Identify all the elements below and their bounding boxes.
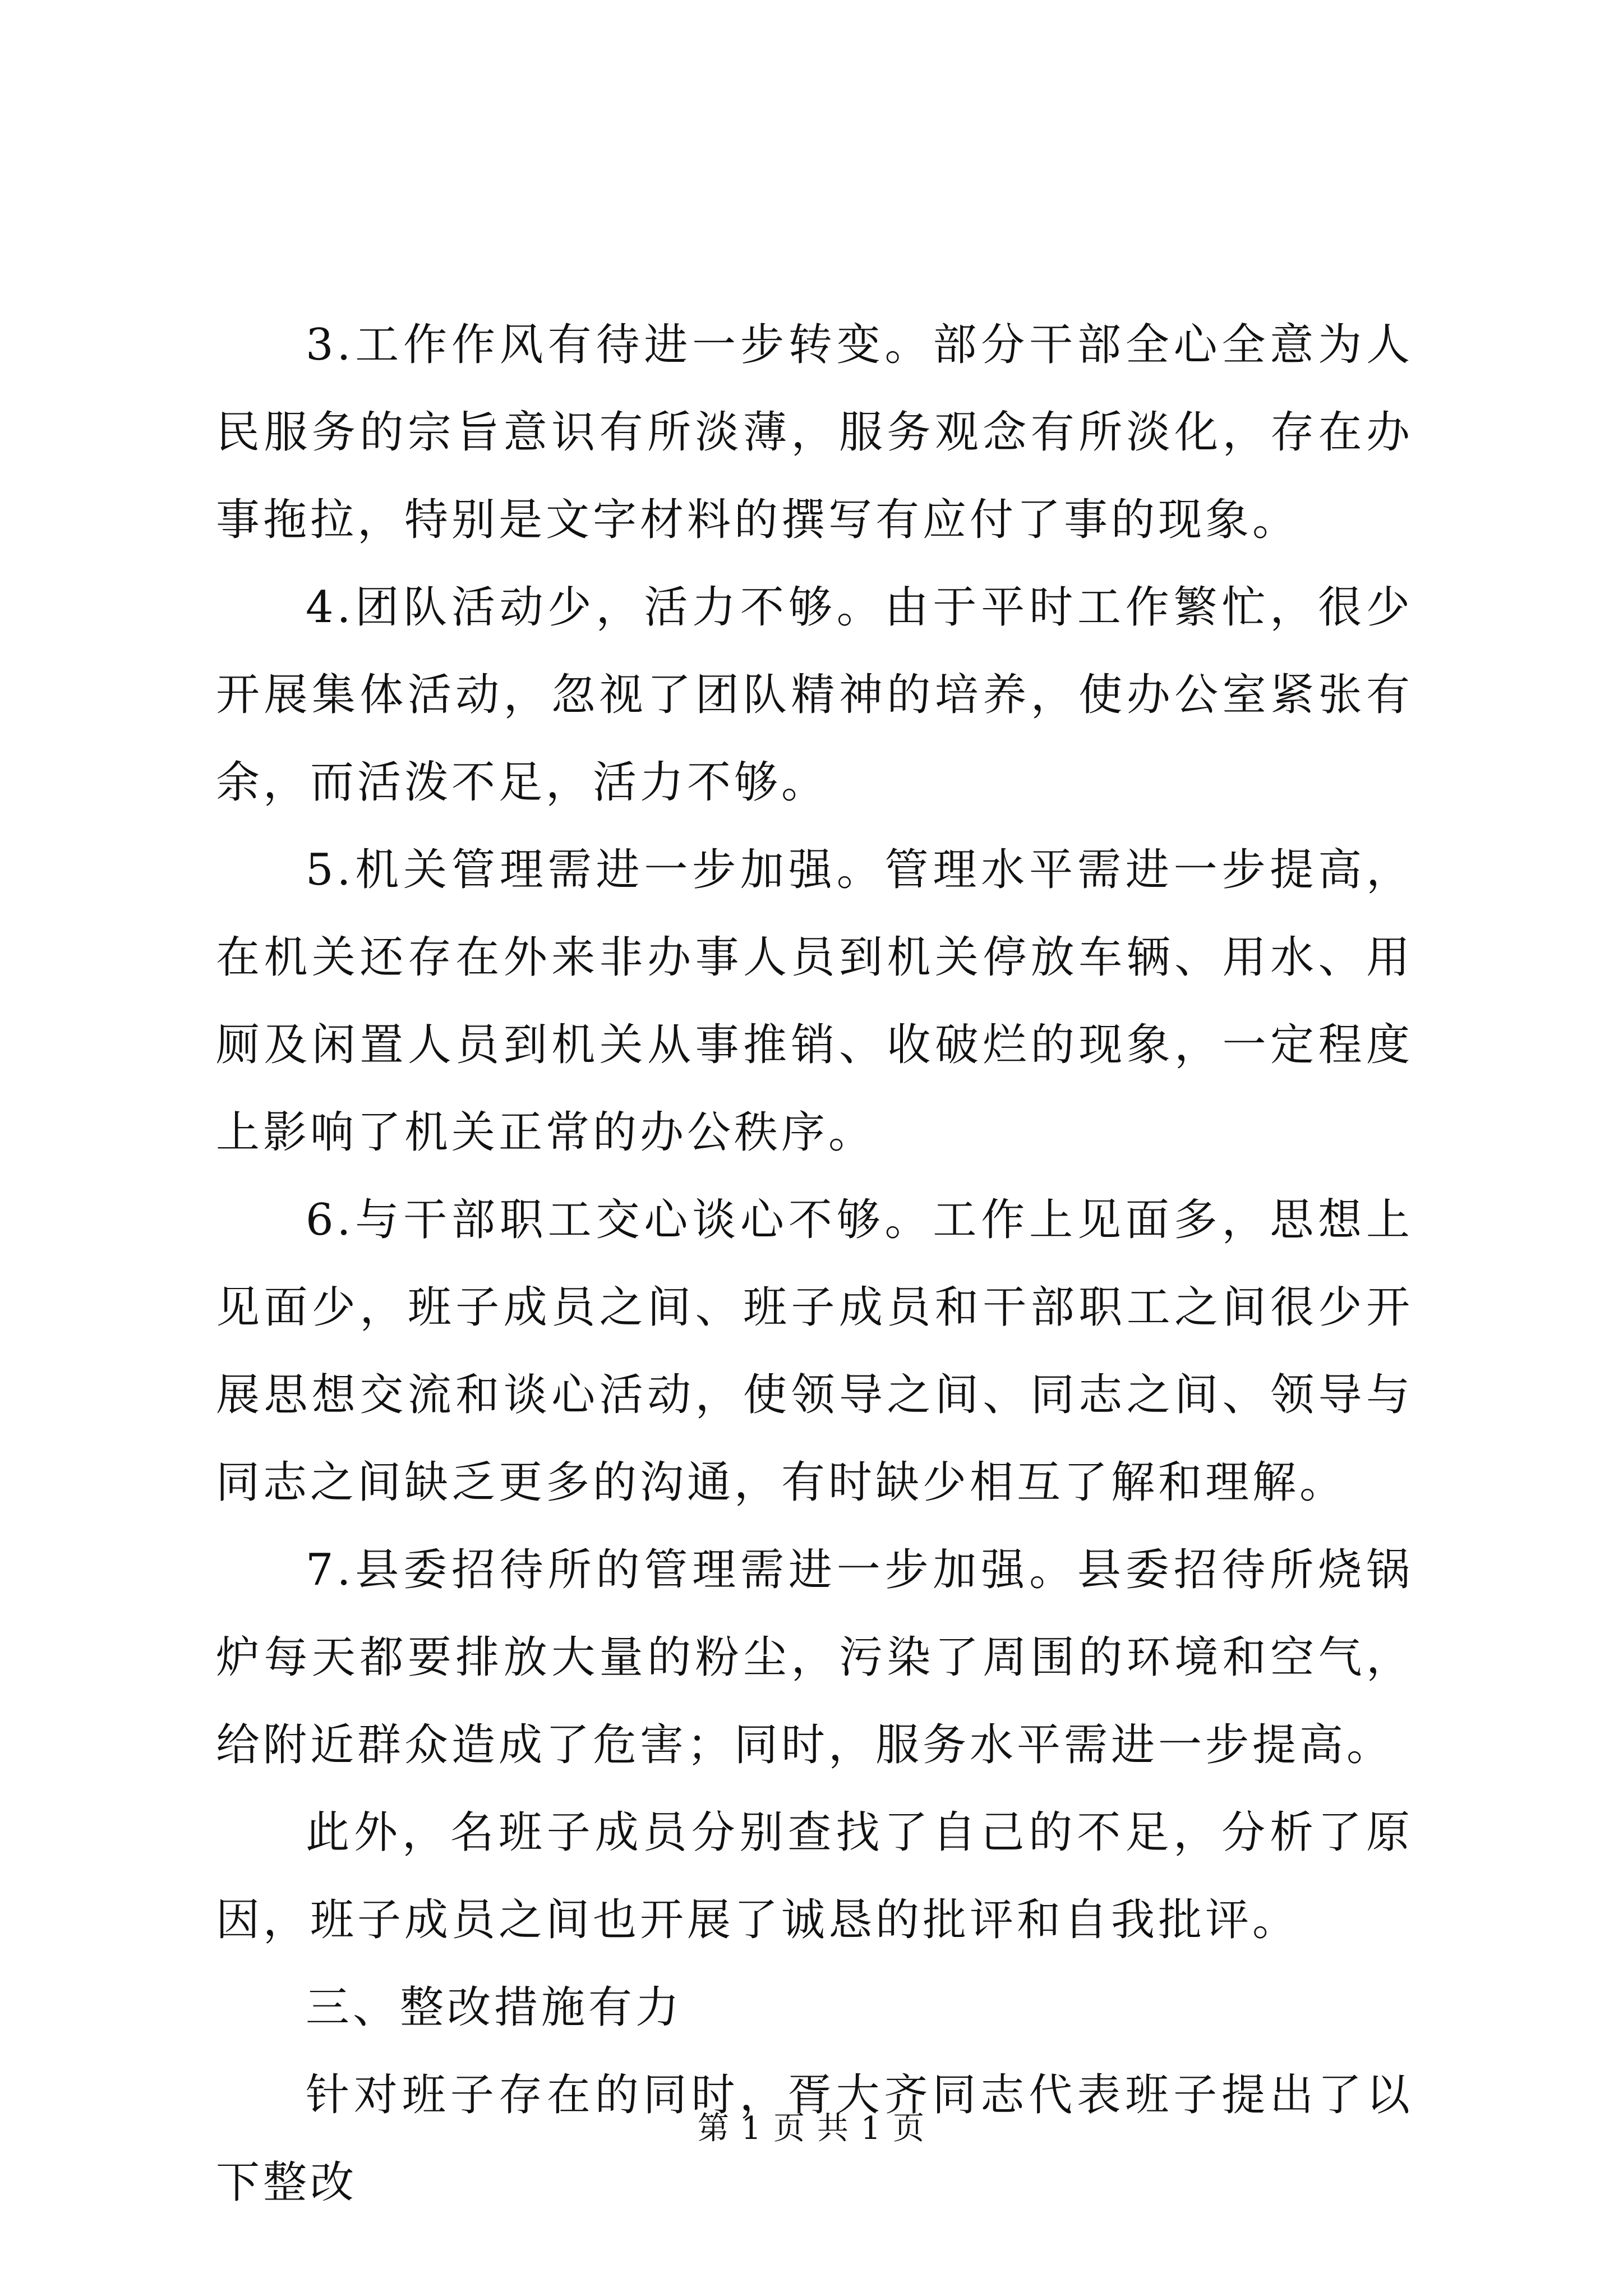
paragraph-work-style: 3.工作作风有待进一步转变。部分干部全心全意为人民服务的宗旨意识有所淡薄，服务观念有所淡化，存在办事拖拉，特别是文字材料的撰写有应付了事的现象。	[216, 320, 1413, 545]
paragraph-staff-communication: 6.与干部职工交心谈心不够。工作上见面多，思想上见面少，班子成员之间、班子成员和干部职工之间很少开展思想交流和谈心活动，使领导之间、同志之间、领导与同志之间缺乏更多的沟通，有时缺少相互了解和理解。	[216, 1195, 1413, 1508]
paragraph-guesthouse-management: 7.县委招待所的管理需进一步加强。县委招待所烧锅炉每天都要排放大量的粉尘，污染了周围的环境和空气，给附近群众造成了危害；同时，服务水平需进一步提高。	[216, 1545, 1413, 1770]
paragraph-self-criticism: 此外，名班子成员分别查找了自己的不足，分析了原因，班子成员之间也开展了诚恳的批评和自我批评。	[216, 1807, 1413, 1945]
paragraph-team-activities: 4.团队活动少，活力不够。由于平时工作繁忙，很少开展集体活动，忽视了团队精神的培养，使办公室紧张有余，而活泼不足，活力不够。	[216, 582, 1413, 808]
document-body	[216, 301, 1413, 2226]
paragraph-office-management: 5.机关管理需进一步加强。管理水平需进一步提高，在机关还存在外来非办事人员到机关停放车辆、用水、用厕及闲置人员到机关从事推销、收破烂的现象，一定程度上影响了机关正常的办公秩序。	[216, 845, 1413, 1158]
section-heading: 三、整改措施有力	[306, 1982, 683, 2033]
page-number-footer: 第 1 页 共 1 页	[697, 2110, 926, 2147]
paragraph-rectification: 针对班子存在的同时，胥大齐同志代表班子提出了以下整改	[216, 2070, 1413, 2208]
